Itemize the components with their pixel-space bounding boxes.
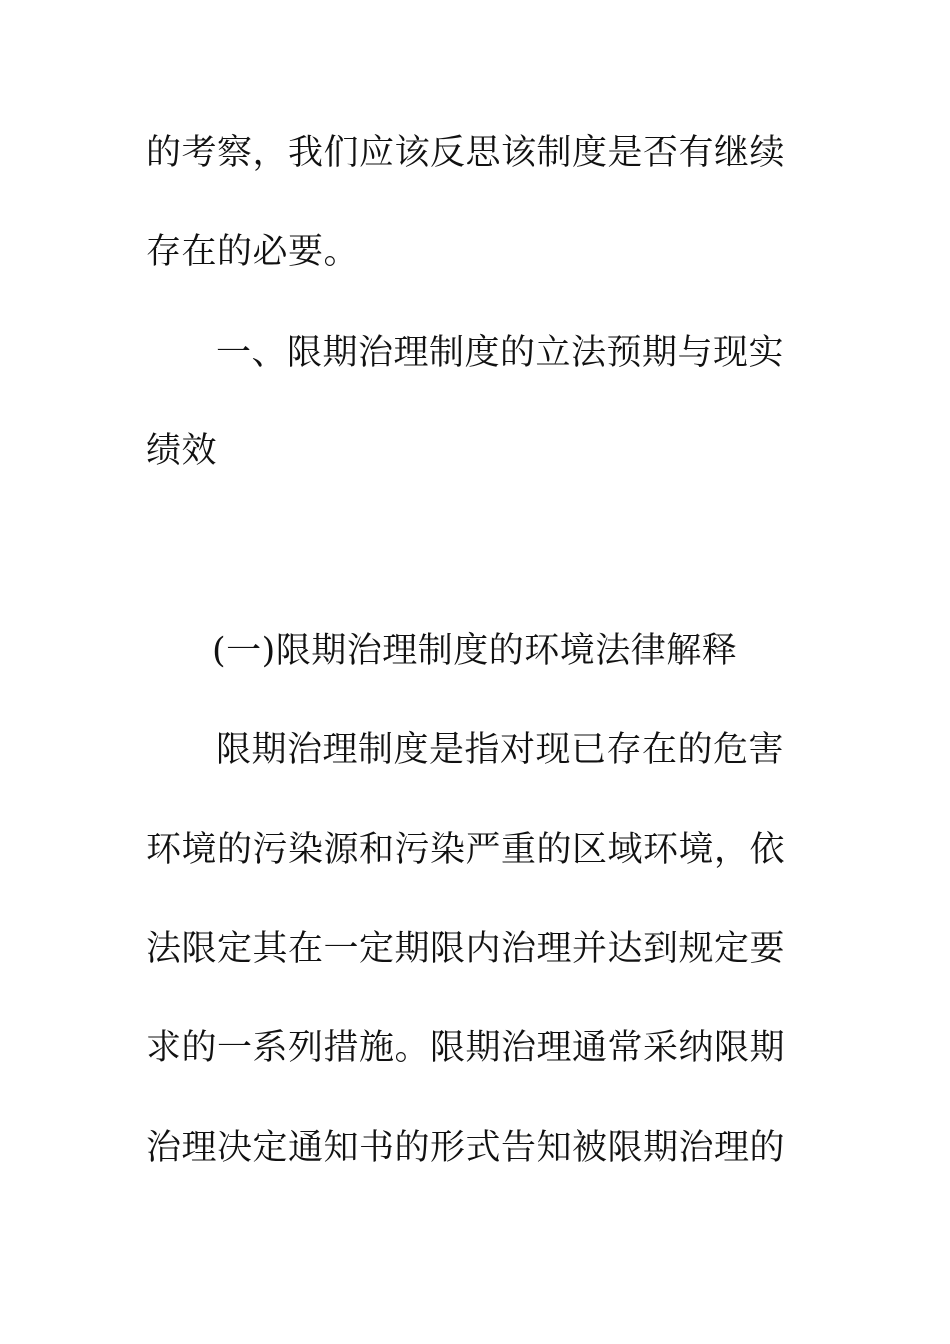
body-text-line: 求的一系列措施。限期治理通常采纳限期 [146,1028,786,1068]
body-text-line: 法限定其在一定期限内治理并达到规定要 [146,929,786,969]
body-text-line: 的考察，我们应该反思该制度是否有继续 [146,133,786,173]
body-text-line: 治理决定通知书的形式告知被限期治理的 [146,1128,786,1168]
body-text-line: 环境的污染源和污染严重的区域环境，依 [146,830,786,870]
body-text-line: 存在的必要。 [146,232,360,272]
section-heading-continuation: 绩效 [146,431,218,471]
subsection-heading: (一)限期治理制度的环境法律解释 [212,631,738,671]
section-heading: 一、限期治理制度的立法预期与现实 [216,333,785,373]
paragraph-first-line: 限期治理制度是指对现已存在的危害 [216,730,785,770]
